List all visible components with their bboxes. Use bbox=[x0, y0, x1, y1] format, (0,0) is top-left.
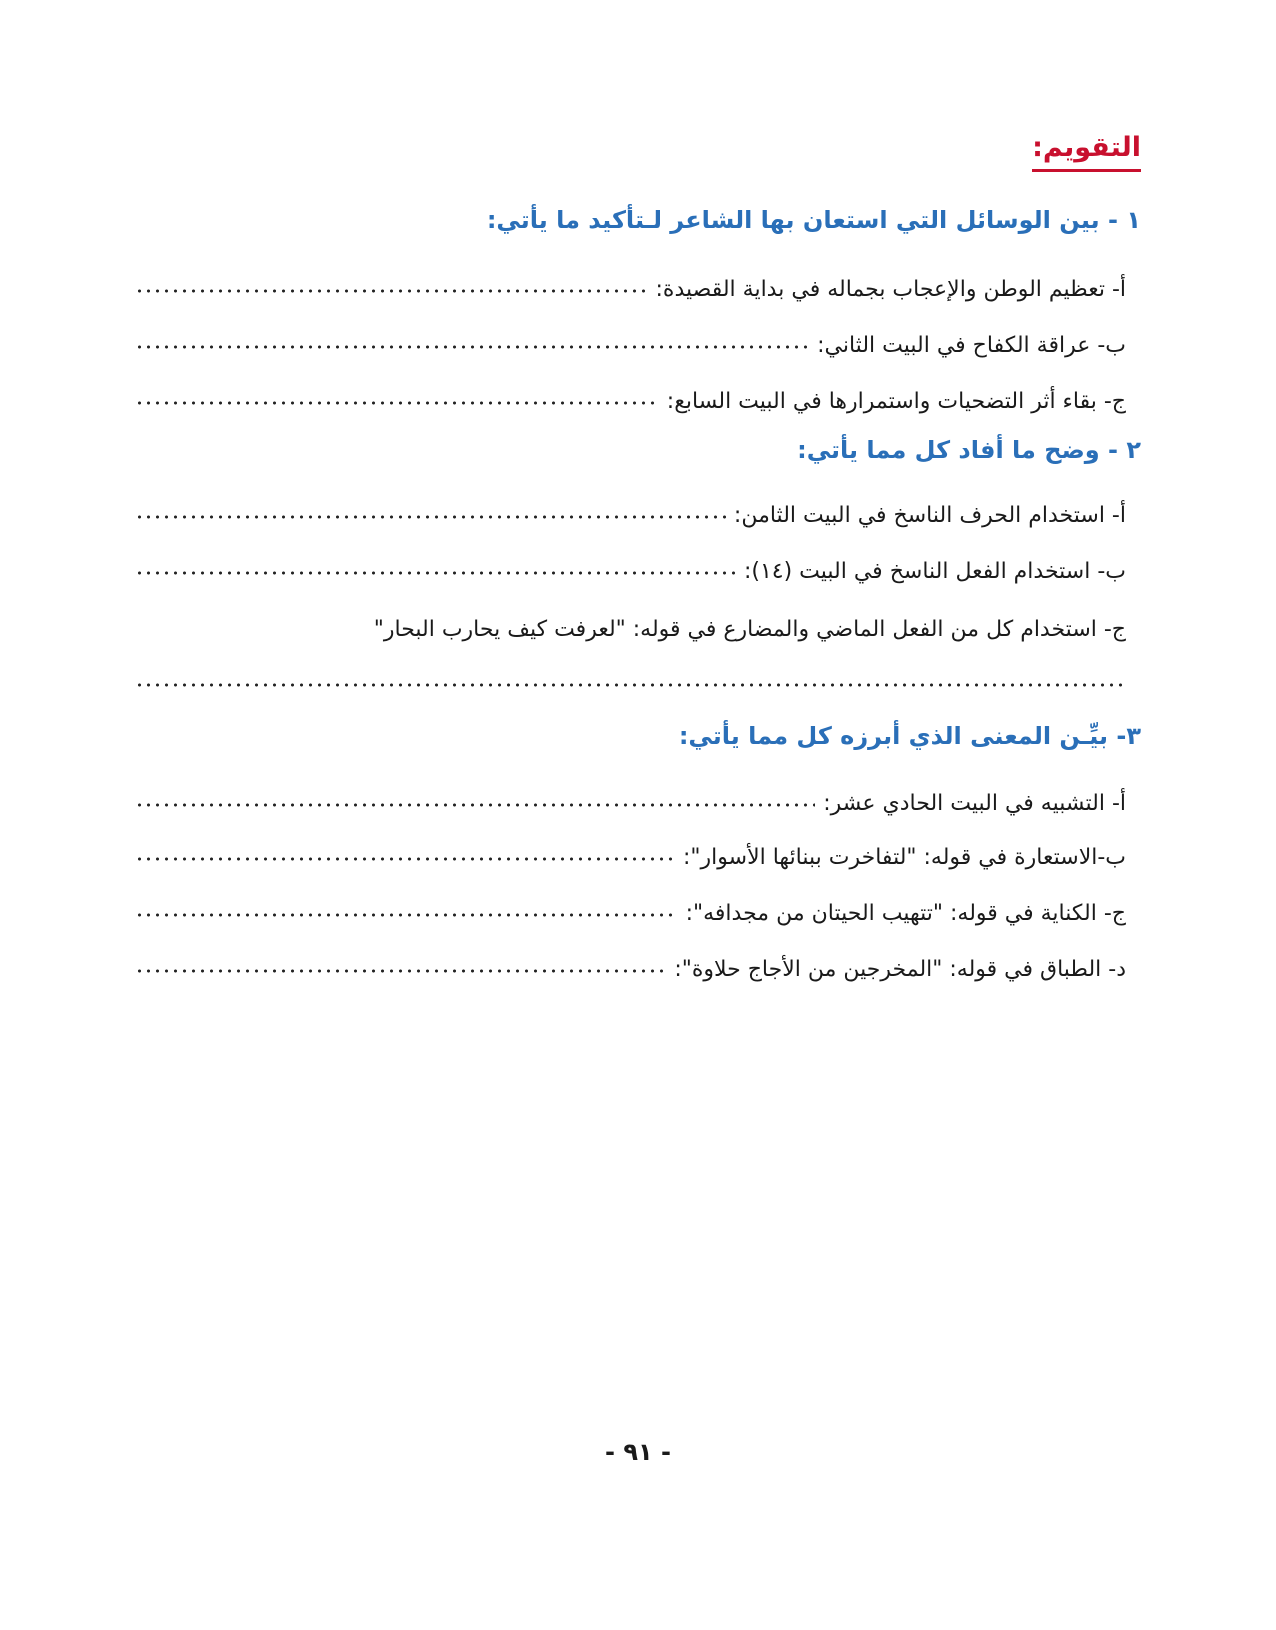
item-text: ب- استخدام الفعل الناسخ في البيت (١٤): bbox=[743, 559, 1126, 584]
question-2-item-b bbox=[135, 548, 1126, 584]
item-text: د- الطباق في قوله: "المخرجين من الأجاج حلاوة": bbox=[674, 957, 1126, 982]
question-1-item-b bbox=[135, 322, 1126, 358]
answer-dotted-line bbox=[135, 680, 1126, 690]
answer-dotted-line bbox=[135, 398, 659, 408]
answer-dotted-line bbox=[135, 512, 726, 522]
question-3-item-a bbox=[135, 780, 1126, 816]
item-text: أ- التشبيه في البيت الحادي عشر: bbox=[823, 791, 1126, 816]
question-2-item-c bbox=[135, 606, 1126, 642]
answer-dotted-line bbox=[135, 342, 809, 352]
item-text: ج- الكناية في قوله: "تتهيب الحيتان من مجدافه": bbox=[685, 901, 1126, 926]
item-text: أ- استخدام الحرف الناسخ في البيت الثامن: bbox=[733, 503, 1126, 528]
page-number: - ٩١ - bbox=[605, 1438, 671, 1466]
answer-dotted-line bbox=[135, 286, 648, 296]
question-3-item-d bbox=[135, 946, 1126, 982]
answer-dotted-line bbox=[135, 910, 678, 920]
question-1-item-a bbox=[135, 266, 1126, 302]
question-3-item-c bbox=[135, 890, 1126, 926]
question-3-item-b bbox=[135, 834, 1126, 870]
answer-dotted-line bbox=[135, 966, 666, 976]
answer-dotted-line bbox=[135, 800, 815, 810]
item-text: ج- بقاء أثر التضحيات واستمرارها في البيت السابع: bbox=[666, 389, 1126, 414]
item-text: ب- عراقة الكفاح في البيت الثاني: bbox=[817, 333, 1126, 358]
item-text: ج- استخدام كل من الفعل الماضي والمضارع في قوله: "لعرفت كيف يحارب البحار" bbox=[373, 617, 1126, 642]
question-1-item-c bbox=[135, 378, 1126, 414]
section-title: التقويم: bbox=[1032, 132, 1141, 172]
question-3-heading: ٣- بيِّـن المعنى الذي أبرزه كل مما يأتي: bbox=[678, 722, 1141, 750]
item-text: أ- تعظيم الوطن والإعجاب بجماله في بداية القصيدة: bbox=[655, 277, 1126, 302]
question-1-heading: ١ - بين الوسائل التي استعان بها الشاعر لـتأكيد ما يأتي: bbox=[486, 206, 1141, 234]
question-2-item-a bbox=[135, 492, 1126, 528]
question-2-heading: ٢ - وضح ما أفاد كل مما يأتي: bbox=[797, 436, 1141, 464]
item-text: ب-الاستعارة في قوله: "لتفاخرت ببنائها الأسوار": bbox=[683, 845, 1126, 870]
answer-dotted-line bbox=[135, 568, 736, 578]
answer-dotted-line bbox=[135, 854, 675, 864]
